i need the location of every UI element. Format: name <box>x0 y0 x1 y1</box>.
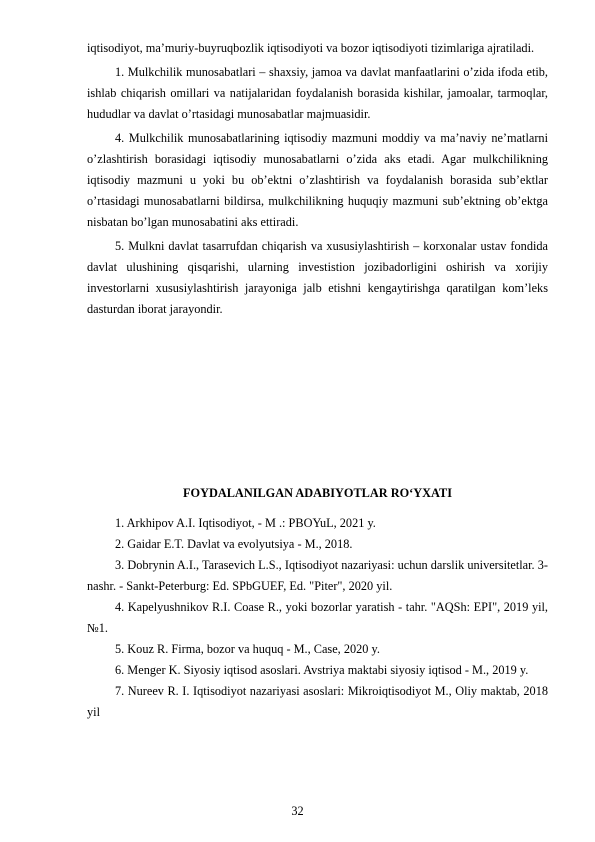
references-heading: FOYDALANILGAN ADABIYOTLAR RO‘YXATI <box>183 486 452 500</box>
paragraph: 5. Mulkni davlat tasarrufdan chiqarish va xususiylashtirish – korxonalar ustav fondida davlat ulushining qisqarishi, ularning investistion jozibadorligini oshirish va xorijiy investorlarni xususiylashtirish jarayoniga jalb etishni kengaytirishga qaratilgan kom’leks dasturdan iborat jarayondir. <box>87 239 548 316</box>
reference-item: 7. Nureev R. I. Iqtisodiyot nazariyasi asoslari: Mikroiqtisodiyot M., Oliy maktab, 2018 yil <box>87 684 548 719</box>
reference-item: 5. Kouz R. Firma, bozor va huquq - M., Case, 2020 y. <box>115 642 380 656</box>
reference-item: 2. Gaidar E.T. Davlat va evolyutsiya - M., 2018. <box>115 537 353 551</box>
paragraph: iqtisodiyot, ma’muriy-buyruqbozlik iqtisodiyoti va bozor iqtisodiyoti tizimlariga ajratiladi. <box>87 41 535 55</box>
page-number: 32 <box>291 804 304 818</box>
paragraph: 1. Mulkchilik munosabatlari – shaxsiy, jamoa va davlat manfaatlarini o’zida ifoda etib, ishlab chiqarish omillari va natijalaridan foydalanish borasida kishilar, jamoalar, tarmoqlar, hududlar va davlat o’rtasidagi munosabatlar majmuasidir. <box>87 65 548 121</box>
reference-item: 3. Dobrynin A.I., Tarasevich L.S., Iqtisodiyot nazariyasi: uchun darslik universitetlar. 3-nashr. - Sankt-Peterburg: Ed. SPbGUEF, Ed. "Piter", 2020 yil. <box>87 558 548 593</box>
references-list <box>87 513 548 723</box>
body-text <box>87 38 548 320</box>
reference-item: 6. Menger K. Siyosiy iqtisod asoslari. Avstriya maktabi siyosiy iqtisod - M., 2019 y. <box>115 663 529 677</box>
reference-item: 4. Kapelyushnikov R.I. Coase R., yoki bozorlar yaratish - tahr. "AQSh: EPI", 2019 yil, №1. <box>87 600 548 635</box>
paragraph: 4. Mulkchilik munosabatlarining iqtisodiy mazmuni moddiy va ma’naviy ne’matlarni o’zlashtirish borasidagi iqtisodiy munosabatlarni o’zida aks etadi. Agar mulkchilikning iqtisodiy mazmuni u yoki bu ob’ektni o’zlashtirish va foydalanish borasida sub’ektlar o’rtasidagi munosabatlarni bildirsa, mulkchilikning huquqiy mazmuni sub’ektning ob’ektga nisbatan bo’lgan munosabatini aks ettiradi. <box>87 131 548 229</box>
reference-item: 1. Arkhipov A.I. Iqtisodiyot, - M .: PBOYuL, 2021 y. <box>115 516 376 530</box>
